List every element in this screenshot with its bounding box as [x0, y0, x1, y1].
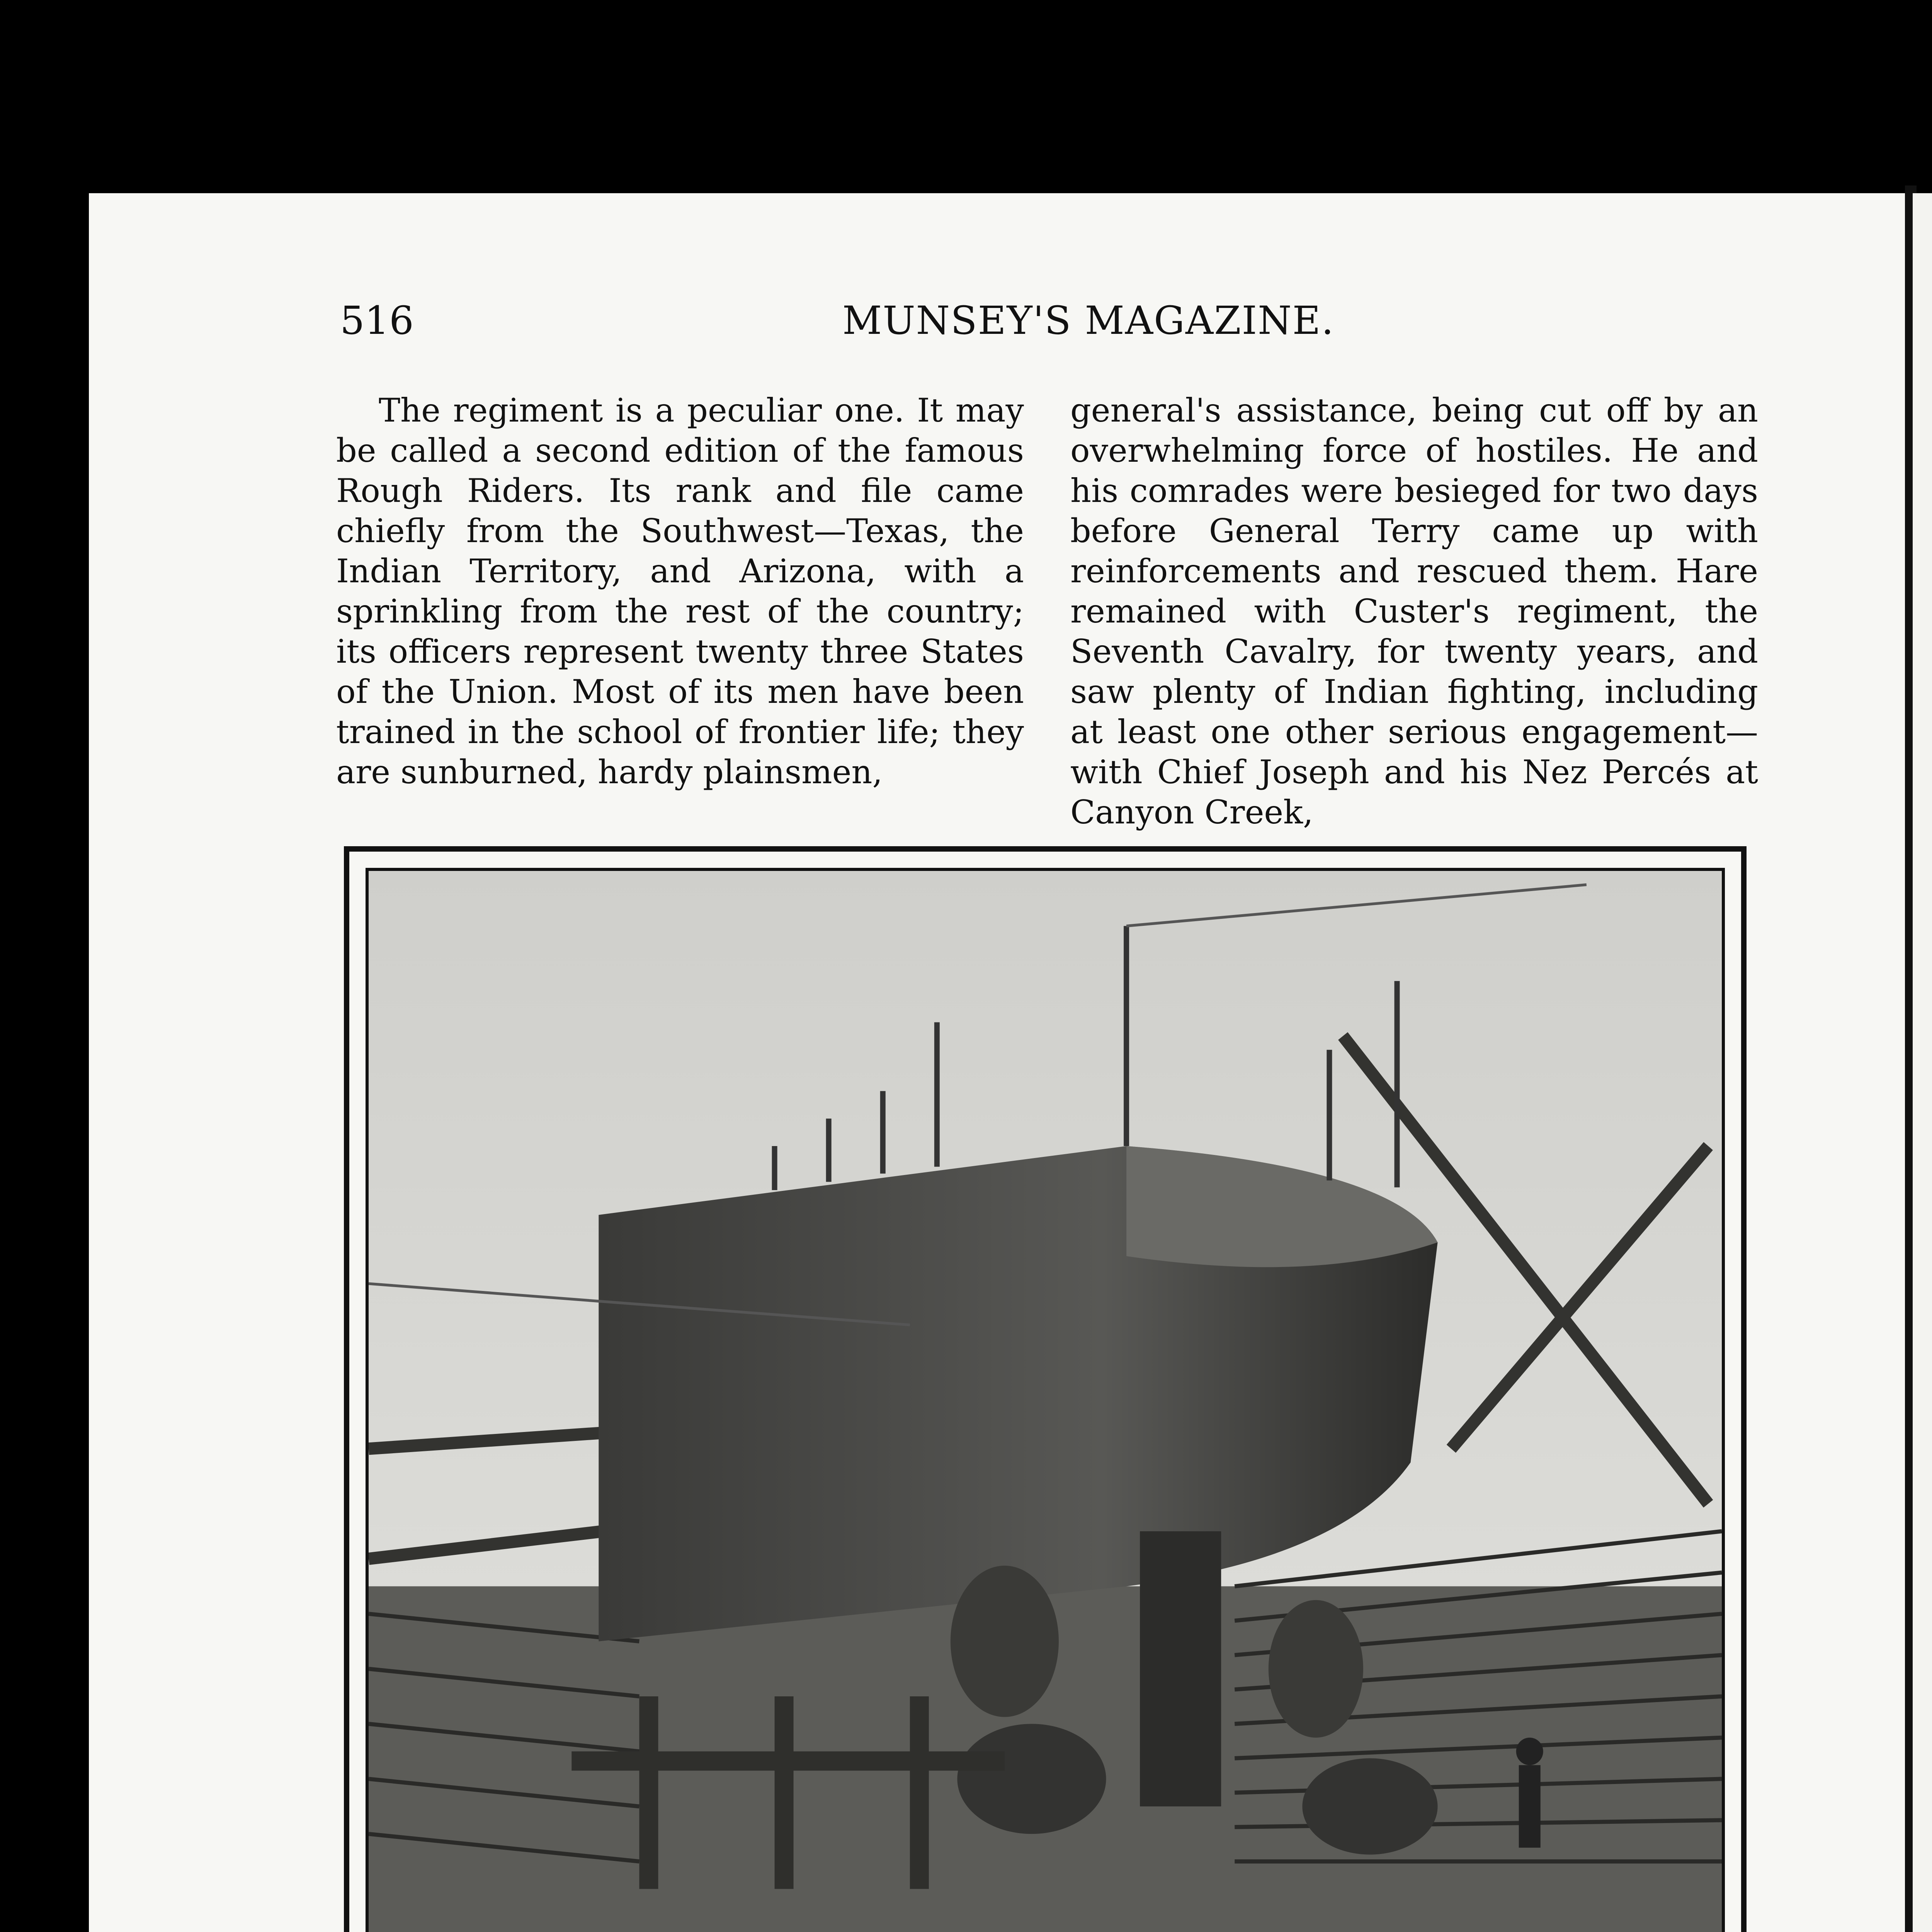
magazine-page — [89, 193, 1905, 1932]
column-top-left — [336, 390, 1024, 792]
running-head: MUNSEY'S MAGAZINE. — [842, 298, 1335, 343]
page-number: 516 — [340, 298, 414, 343]
paragraph: The regiment is a peculiar one. It may be called a second edition of the famous Rough Riders. Its rank and file came chiefly from the Southwest—Texas, the Indian Territory, and Arizona, with a sprinkling from the rest of the country; its officers represent twenty three States of the Union. Most of its men have been trained in the school of frontier life; they are sunburned, hardy plainsmen, — [336, 391, 1024, 791]
column-top-right — [1070, 390, 1758, 832]
next-page-sliver — [1913, 193, 1932, 1932]
photo-frame — [366, 868, 1725, 1932]
photo-figure — [344, 846, 1747, 1932]
ship-in-dry-dock-photo — [369, 871, 1722, 1932]
paragraph: general's assistance, being cut off by an overwhelming force of hostiles. He and his comrades were besieged for two days before General Terry came up with reinforcements and rescued them. Hare remained with Custer's regiment, the Seventh Cavalry, for twenty years, and saw plenty of Indian fighting, including at least one other serious engagement—with Chief Joseph and his Nez Percés at Canyon Creek, — [1070, 391, 1758, 831]
